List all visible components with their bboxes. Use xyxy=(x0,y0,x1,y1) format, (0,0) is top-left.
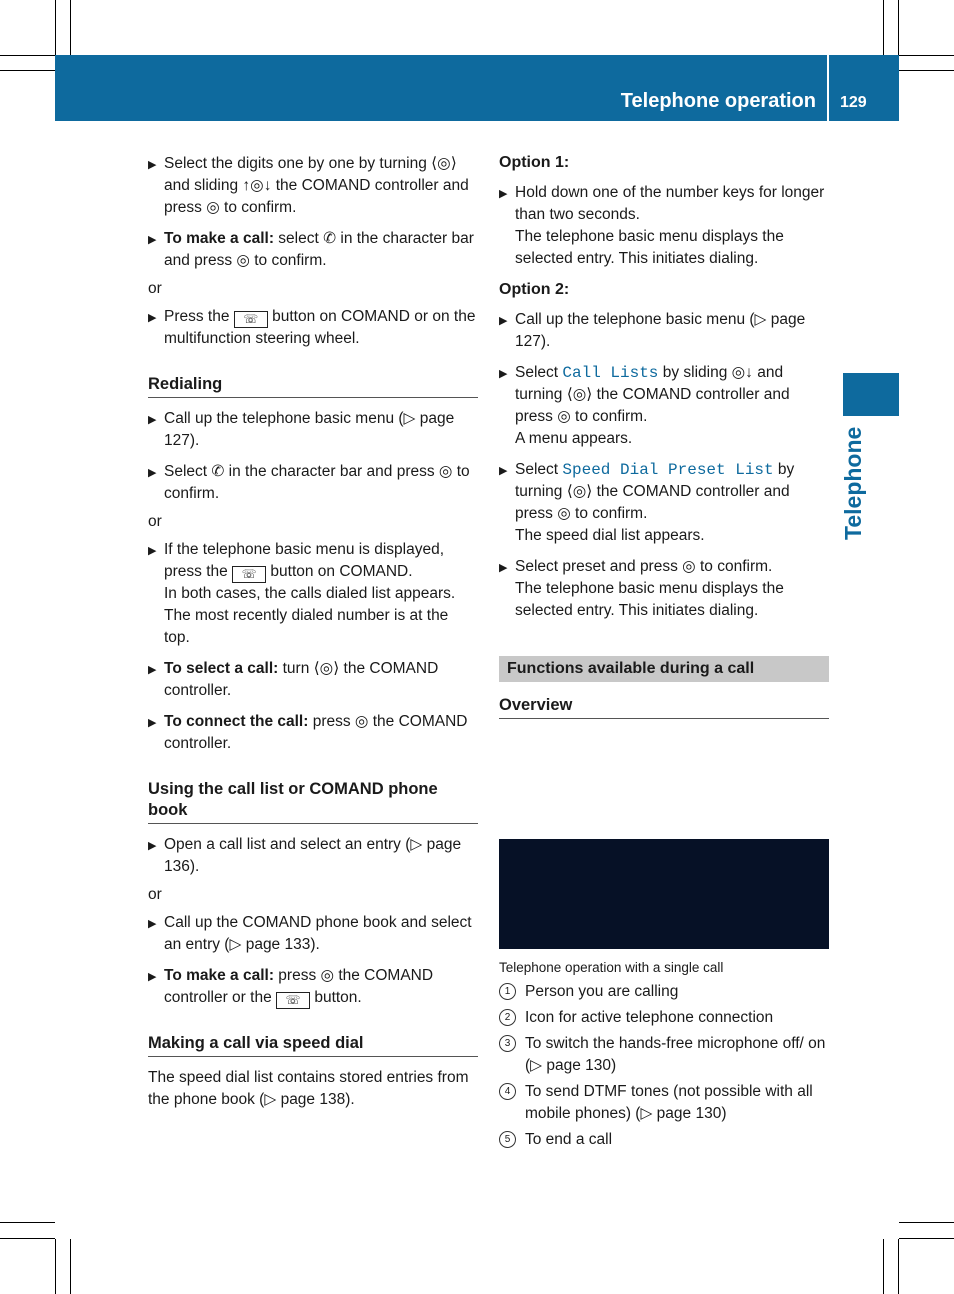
page-title: Telephone operation xyxy=(620,90,816,112)
crop-mark xyxy=(0,70,55,71)
arrow-icon: ▶ xyxy=(499,562,508,574)
arrow-icon: ▶ xyxy=(499,368,508,380)
instruction-step: ▶ If the telephone basic menu is displayed, press the ☏ button on COMAND. In both cases, the calls dialed list appears. The most recently dialed number is at the top. xyxy=(148,541,456,646)
phone-button-icon: ☏ xyxy=(232,566,266,583)
instruction-step: ▶ Call up the COMAND phone book and select an entry (▷ page 133). xyxy=(148,914,472,953)
telephone-screen-image xyxy=(499,839,829,949)
arrow-icon: ▶ xyxy=(148,312,157,324)
instruction-step: ▶ Call up the telephone basic menu (▷ page 127). xyxy=(499,311,806,350)
instruction-step: ▶ Open a call list and select an entry (▷ page 136). xyxy=(148,836,462,875)
arrow-icon: ▶ xyxy=(148,918,157,930)
arrow-icon: ▶ xyxy=(499,315,508,327)
arrow-icon: ▶ xyxy=(148,717,157,729)
crop-mark xyxy=(899,1238,954,1239)
instruction-step: ▶ To make a call: select ✆ in the character bar and press ◎ to confirm. xyxy=(148,230,474,269)
arrow-icon: ▶ xyxy=(148,414,157,426)
right-column xyxy=(499,152,829,1155)
number-badge: 5 xyxy=(499,1131,516,1148)
or-text: or xyxy=(148,886,162,903)
overview-heading: Overview xyxy=(499,694,829,719)
crop-mark xyxy=(899,55,954,56)
header-divider xyxy=(827,55,829,121)
instruction-step: ▶ Press the ☏ button on COMAND or on the multifunction steering wheel. xyxy=(148,308,476,347)
or-text: or xyxy=(148,280,162,297)
phone-button-icon: ☏ xyxy=(234,311,268,328)
crop-mark xyxy=(0,1222,55,1223)
or-text: or xyxy=(148,513,162,530)
instruction-step: ▶ To select a call: turn ⟨◎⟩ the COMAND controller. xyxy=(148,660,439,699)
menu-item-speed-dial: Speed Dial Preset List xyxy=(562,461,774,479)
page-number: 129 xyxy=(840,94,867,111)
instruction-step: ▶ Hold down one of the number keys for longer than two seconds. The telephone basic menu displays the selected entry. This initiates dialing. xyxy=(499,184,825,267)
arrow-icon: ▶ xyxy=(148,159,157,171)
option-1-heading: Option 1: xyxy=(499,154,570,171)
crop-mark xyxy=(898,1239,899,1294)
instruction-step: ▶ To make a call: press ◎ the COMAND controller or the ☏ button. xyxy=(148,967,434,1007)
arrow-icon: ▶ xyxy=(148,467,157,479)
arrow-icon: ▶ xyxy=(499,188,508,200)
instruction-step: ▶ To connect the call: press ◎ the COMAND controller. xyxy=(148,713,468,752)
instruction-step: ▶ Select Speed Dial Preset List by turning ⟨◎⟩ the COMAND controller and press ◎ to confirm. The speed dial list appears. xyxy=(499,461,795,544)
arrow-icon: ▶ xyxy=(148,840,157,852)
crop-mark xyxy=(883,0,884,55)
crop-mark xyxy=(899,70,954,71)
crop-mark xyxy=(70,0,71,55)
section-heading-redialing: Redialing xyxy=(148,374,478,398)
instruction-step: ▶ Select ✆ in the character bar and press ◎ to confirm. xyxy=(148,463,470,502)
arrow-icon: ▶ xyxy=(148,545,157,557)
crop-mark xyxy=(70,1239,71,1294)
crop-mark xyxy=(0,1238,55,1239)
crop-mark xyxy=(883,1239,884,1294)
number-badge: 4 xyxy=(499,1083,516,1100)
list-item: 1 Person you are calling xyxy=(499,981,829,1003)
screenshot-faint xyxy=(499,729,829,839)
instruction-step: ▶ Select preset and press ◎ to confirm. The telephone basic menu displays the selected entry. This initiates dialing. xyxy=(499,558,784,619)
number-badge: 1 xyxy=(499,983,516,1000)
paragraph: The speed dial list contains stored entries from the phone book (▷ page 138). xyxy=(148,1069,469,1108)
arrow-icon: ▶ xyxy=(148,971,157,983)
side-tab-block xyxy=(843,373,899,416)
arrow-icon: ▶ xyxy=(499,465,508,477)
menu-item-call-lists: Call Lists xyxy=(562,364,659,382)
option-2-heading: Option 2: xyxy=(499,281,570,298)
crop-mark xyxy=(55,1239,56,1294)
figure-caption: Telephone operation with a single call xyxy=(499,960,724,975)
phone-button-icon: ☏ xyxy=(276,992,310,1009)
number-badge: 2 xyxy=(499,1009,516,1026)
instruction-step: ▶ Select Call Lists by sliding ◎↓ and turning ⟨◎⟩ the COMAND controller and press ◎ to confirm. A menu appears. xyxy=(499,364,790,447)
crop-mark xyxy=(899,1222,954,1223)
crop-mark xyxy=(898,0,899,55)
crop-mark xyxy=(0,55,55,56)
instruction-step: ▶ Call up the telephone basic menu (▷ page 127). xyxy=(148,410,455,449)
instruction-step: ▶ Select the digits one by one by turning ⟨◎⟩ and sliding ↑◎↓ the COMAND controller and press ◎ to confirm. xyxy=(148,155,469,216)
section-heading-call-list: Using the call list or COMAND phone book xyxy=(148,779,478,824)
number-badge: 3 xyxy=(499,1035,516,1052)
side-tab xyxy=(824,424,880,544)
arrow-icon: ▶ xyxy=(148,664,157,676)
functions-heading: Functions available during a call xyxy=(499,656,829,682)
arrow-icon: ▶ xyxy=(148,234,157,246)
list-item: 3 To switch the hands-free microphone off/ on (▷ page 130) xyxy=(499,1033,829,1077)
side-tab-label: Telephone xyxy=(840,426,866,540)
list-item: 2 Icon for active telephone connection xyxy=(499,1007,829,1029)
section-heading-speed-dial: Making a call via speed dial xyxy=(148,1033,478,1057)
list-item: 5 To end a call xyxy=(499,1129,829,1151)
crop-mark xyxy=(55,0,56,55)
list-item: 4 To send DTMF tones (not possible with all mobile phones) (▷ page 130) xyxy=(499,1081,829,1125)
left-column xyxy=(148,153,478,1111)
